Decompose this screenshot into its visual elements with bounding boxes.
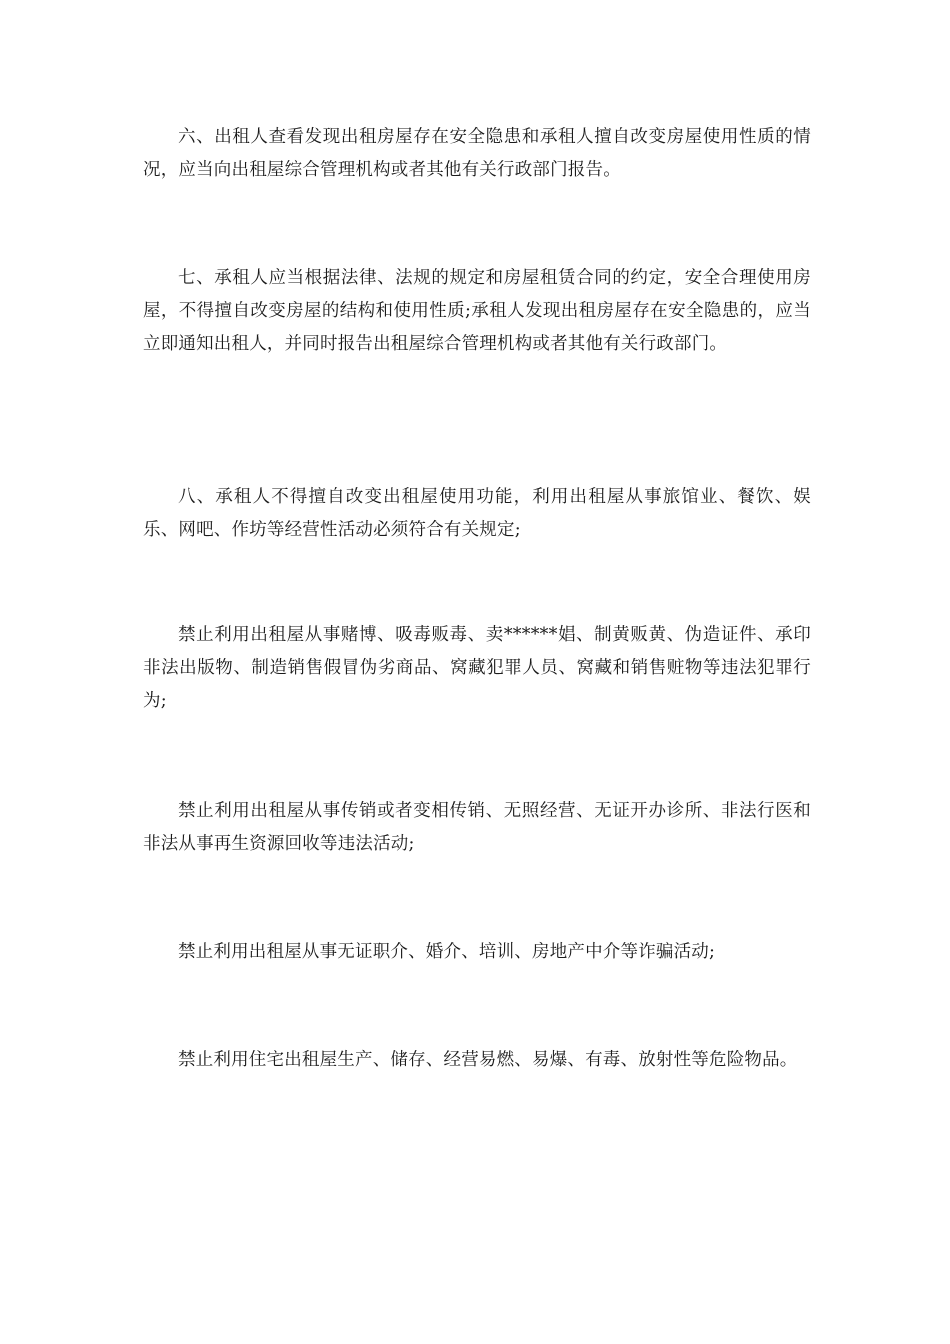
paragraph-section-6: 六、出租人查看发现出租房屋存在安全隐患和承租人擅自改变房屋使用性质的情况，应当向出租屋综合管理机构或者其他有关行政部门报告。: [143, 127, 811, 180]
paragraph-prohibition-crime: 禁止利用出租屋从事赌博、吸毒贩毒、卖******娼、制黄贩黄、伪造证件、承印非法出版物、制造销售假冒伪劣商品、窝藏犯罪人员、窝藏和销售赃物等违法犯罪行为;: [143, 625, 811, 711]
paragraph-section-7: 七、承租人应当根据法律、法规的规定和房屋租赁合同的约定，安全合理使用房屋，不得擅自改变房屋的结构和使用性质;承租人发现出租房屋存在安全隐患的，应当立即通知出租人，并同时报告出租屋综合管理机构或者其他有关行政部门。: [143, 268, 811, 354]
paragraph-section-8: 八、承租人不得擅自改变出租屋使用功能，利用出租屋从事旅馆业、餐饮、娱乐、网吧、作坊等经营性活动必须符合有关规定;: [143, 487, 811, 540]
paragraph-prohibition-illegal-business: 禁止利用出租屋从事传销或者变相传销、无照经营、无证开办诊所、非法行医和非法从事再生资源回收等违法活动;: [143, 801, 811, 854]
paragraph-prohibition-hazardous: 禁止利用住宅出租屋生产、储存、经营易燃、易爆、有毒、放射性等危险物品。: [178, 1050, 798, 1070]
paragraph-prohibition-fraud: 禁止利用出租屋从事无证职介、婚介、培训、房地产中介等诈骗活动;: [178, 942, 716, 962]
